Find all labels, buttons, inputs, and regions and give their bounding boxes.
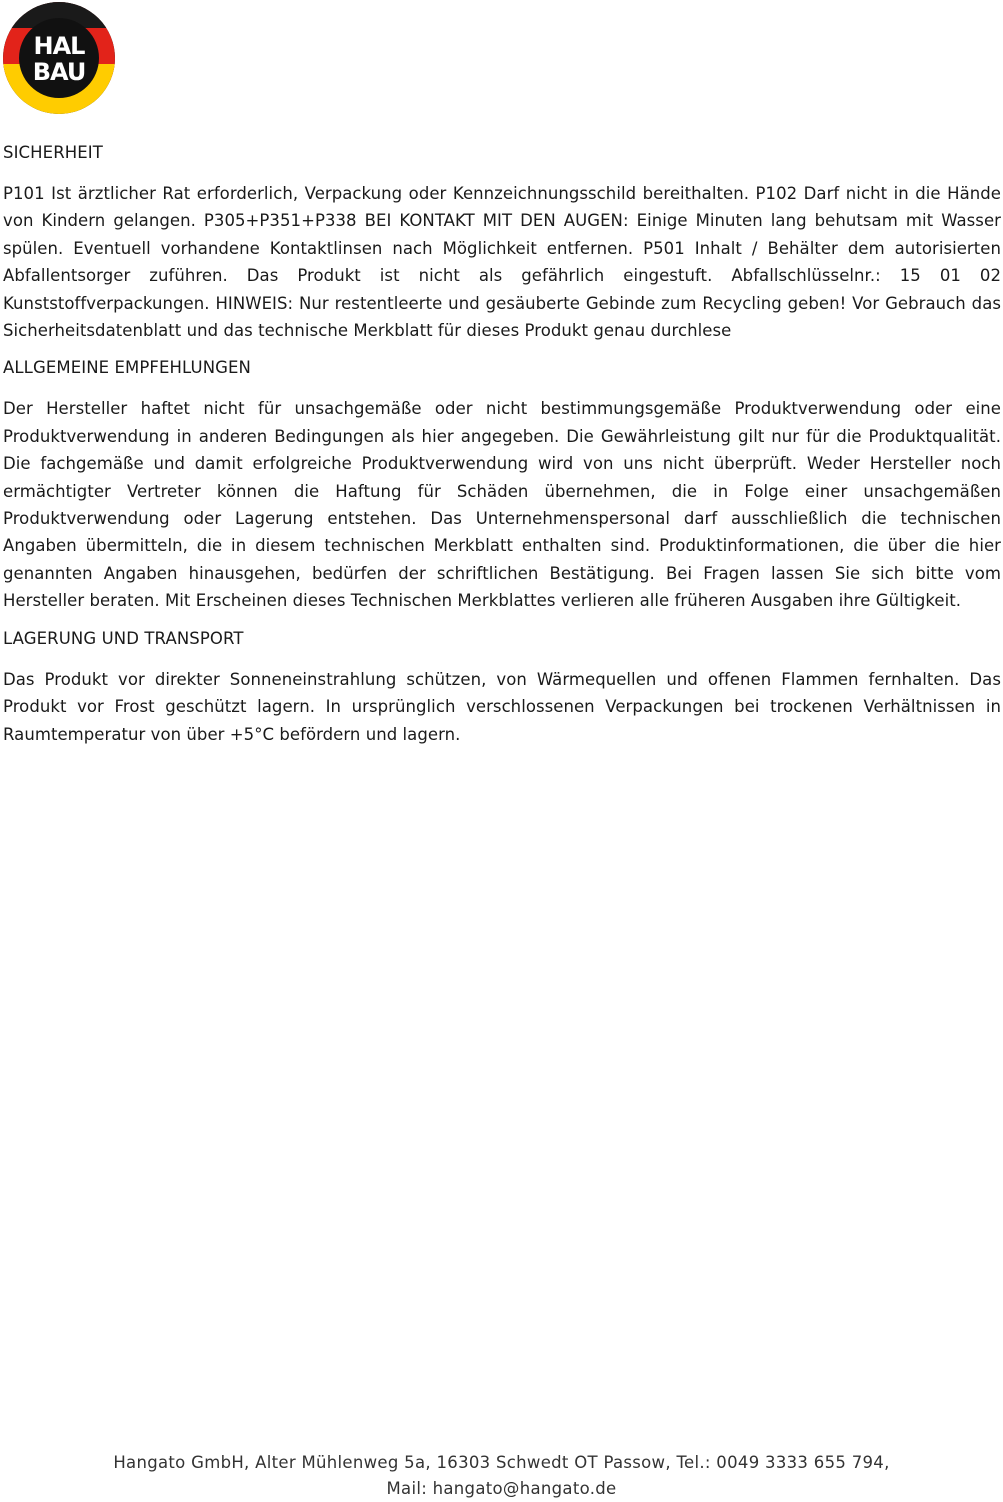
- logo-text-hal: HAL: [33, 32, 85, 60]
- section-text: Das Produkt vor direkter Sonneneinstrahlung schützen, von Wärmequellen und offenen Flammen fernhalten. Das Produkt vor Frost geschützt lagern. In ursprünglich verschlossenen Verpackungen bei trockenen Verhältnissen in Raumtemperatur von über +5°C befördern und lagern.: [3, 669, 1001, 744]
- halbau-logo: [3, 2, 115, 114]
- section-title: SICHERHEIT: [3, 143, 103, 162]
- section-lagerung-und-transport: [3, 627, 1001, 748]
- section-text: P101 Ist ärztlicher Rat erforderlich, Verpackung oder Kennzeichnungsschild bereithalten. P102 Darf nicht in die Hände von Kindern gelangen. P305+P351+P338 BEI KONTAKT MIT DEN AUGEN: Einige Minuten lang behutsam mit Wasser spülen. Eventuell vorhandene Kontaktlinsen nach Möglichkeit entfernen. P501 Inhalt / Behälter dem autorisierten Abfallentsorger zuführen. Das Produkt ist nicht als gefährlich eingestuft. Abfallschlüsselnr.: 15 01 02 Kunststoffverpackungen. HINWEIS: Nur restentleerte und gesäuberte Gebinde zum Recycling geben! Vor Gebrauch das Sicherheitsdatenblatt und das technische Merkblatt für dieses Produkt genau durchlese: [3, 184, 1001, 341]
- footer: [0, 1450, 1003, 1502]
- logo-text-bau: BAU: [32, 58, 86, 86]
- section-sicherheit: [3, 141, 1001, 344]
- section-title: ALLGEMEINE EMPFEHLUNGEN: [3, 358, 252, 378]
- footer-address: Hangato GmbH, Alter Mühlenweg 5a, 16303 Schwedt OT Passow, Tel.: 0049 3333 655 794,: [113, 1453, 890, 1472]
- section-allgemeine-empfehlungen: [3, 356, 1001, 614]
- footer-mail: Mail: hangato@hangato.de: [386, 1479, 617, 1498]
- section-title: LAGERUNG UND TRANSPORT: [3, 628, 244, 648]
- document-content: [3, 141, 1001, 760]
- section-text: Der Hersteller haftet nicht für unsachgemäße oder nicht bestimmungsgemäße Produktverwendung oder eine Produktverwendung in anderen Bedingungen als hier angegeben. Die Gewährleistung gilt nur für die Produktqualität. Die fachgemäße und damit erfolgreiche Produktverwendung wird von uns nicht überprüft. Weder Hersteller noch ermächtigter Vertreter können die Haftung für Schäden übernehmen, die in Folge einer unsachgemäßen Produktverwendung oder Lagerung entstehen. Das Unternehmenspersonal darf ausschließlich die technischen Angaben übermitteln, die in diesem technischen Merkblatt enthalten sind. Produktinformationen, die über die hier genannten Angaben hinausgehen, bedürfen der schriftlichen Bestätigung. Bei Fragen lassen Sie sich bitte vom Hersteller beraten. Mit Erscheinen dieses Technischen Merkblattes verlieren alle früheren Ausgaben ihre Gültigkeit.: [3, 399, 1001, 611]
